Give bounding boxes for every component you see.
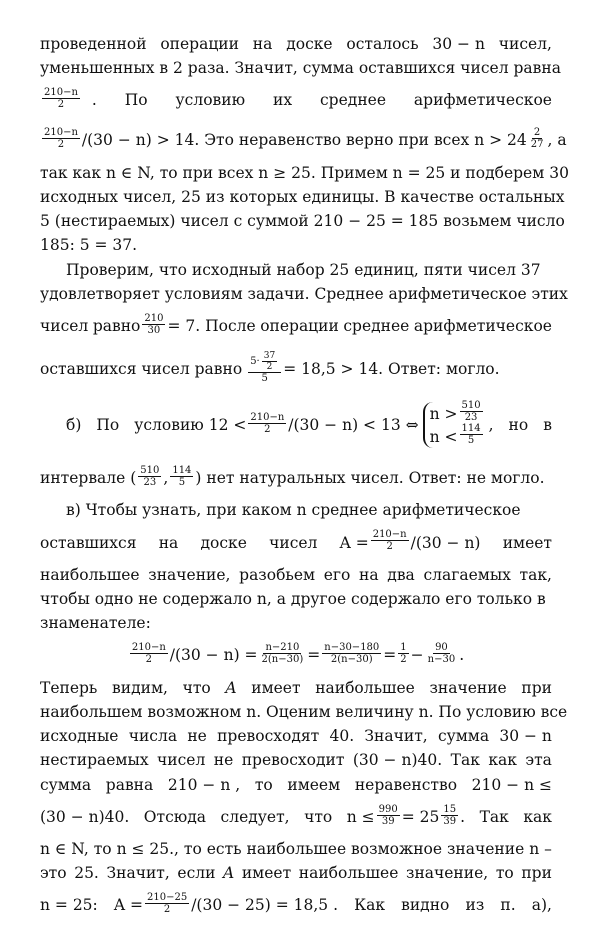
math-text: /(30 − n) < 13 ⇔ — [288, 416, 419, 435]
fraction — [377, 804, 400, 827]
math-text: /(30 − n) = — [169, 646, 258, 665]
text-line — [40, 258, 552, 282]
word: то — [495, 864, 514, 883]
text-line — [40, 306, 552, 346]
text-line — [40, 233, 552, 257]
math-text: n > — [429, 404, 458, 423]
word: при — [521, 864, 552, 883]
sentence: n ∈ N, то n ≤ 25., то есть наибольшее возможное значение n – — [40, 840, 552, 859]
text-line — [40, 611, 552, 635]
math-text: − — [410, 646, 424, 665]
math-expression: 30 − n — [432, 35, 485, 53]
denominator: 39 — [381, 815, 395, 827]
word: как — [523, 807, 552, 826]
word: чисел — [269, 533, 318, 552]
numerator: 510 — [461, 400, 481, 412]
word: Значит, — [364, 727, 428, 746]
denominator: 2 — [400, 654, 407, 666]
sentence: 5 (нестираемых) чисел с суммой 210 − 25 = 185 возьмем число — [40, 212, 565, 231]
word: арифметическое — [413, 317, 552, 336]
word: б) — [66, 416, 82, 435]
numerator: 90 — [435, 642, 448, 654]
word: на — [252, 35, 273, 53]
word: чисел — [40, 317, 89, 336]
word: сумма — [40, 775, 92, 794]
word: следует, — [220, 807, 290, 826]
numerator: 1 — [400, 642, 407, 654]
word: арифметическое — [413, 91, 552, 110]
numerator: 210−n — [131, 642, 166, 654]
word: числа — [128, 727, 178, 746]
variable: A — [225, 678, 237, 697]
word: Как — [354, 896, 386, 915]
fraction — [260, 642, 306, 665]
fraction-group — [93, 314, 256, 338]
text-line — [40, 837, 552, 861]
denominator: 2 — [145, 654, 152, 666]
fraction — [130, 642, 168, 665]
word: среднее — [320, 91, 386, 110]
fraction — [529, 127, 546, 150]
word: чисел, — [498, 35, 552, 53]
text-line — [40, 676, 552, 700]
sentence: чтобы одно не содержало n, а другое содержало его только в — [40, 589, 546, 608]
word: значение, — [148, 565, 231, 584]
text-line — [40, 861, 552, 885]
math-text: A = — [339, 533, 369, 552]
word: 25. — [74, 864, 99, 883]
denominator: 30 — [147, 324, 161, 336]
word: наибольшее — [40, 565, 140, 584]
word: разобьем — [239, 565, 316, 584]
fraction — [170, 465, 193, 488]
fraction — [262, 351, 277, 372]
denominator: 23 — [143, 476, 157, 488]
word: но — [508, 416, 529, 435]
sentence: 185: 5 = 37. — [40, 236, 138, 255]
word: значение — [429, 678, 507, 697]
word: доске — [200, 533, 247, 552]
fraction — [142, 313, 165, 336]
word: проведенной — [40, 35, 147, 53]
word: видно — [401, 896, 450, 915]
punctuation: , — [163, 469, 169, 488]
word: Отсюда — [143, 807, 207, 826]
word: не — [213, 751, 234, 770]
punctuation: , — [488, 416, 494, 435]
word: что — [182, 678, 211, 697]
punctuation: . — [460, 807, 466, 826]
math-text: = — [383, 646, 397, 665]
word: исходные — [40, 727, 119, 746]
numerator: n−210 — [265, 642, 300, 654]
word: эта — [525, 751, 552, 770]
word: на — [359, 565, 379, 584]
text-line — [40, 161, 569, 185]
word: его — [323, 565, 351, 584]
fraction — [398, 642, 408, 665]
word: По — [124, 91, 148, 110]
fraction — [138, 465, 161, 488]
word: не — [187, 727, 207, 746]
system-row — [430, 402, 485, 425]
word: то — [254, 775, 273, 794]
numerator: n−30−180 — [324, 642, 380, 654]
denominator: 5 — [178, 476, 186, 488]
display-equation — [40, 636, 552, 676]
fraction-group — [40, 88, 97, 112]
numerator: 210−n — [372, 529, 407, 541]
text-line — [40, 700, 568, 724]
numerator: 210 — [144, 312, 164, 324]
word: при — [521, 678, 552, 697]
sentence: в) Чтобы узнать, при каком n среднее арифметическое — [66, 501, 521, 520]
numerator: 210−n — [250, 411, 285, 423]
numerator: 2 — [533, 127, 541, 139]
word: Так — [479, 807, 509, 826]
text-line — [40, 209, 565, 233]
document-body — [40, 32, 569, 926]
math-expression: 30 − n — [499, 727, 552, 746]
word: имеет — [502, 533, 552, 552]
sentence: удовлетворяет условиям задачи. Среднее арифметическое этих — [40, 285, 568, 304]
denominator: 2 — [264, 423, 271, 435]
sentence: так как n ∈ N, то при всех n ≥ 25. Примем n = 25 и подберем 30 — [40, 163, 569, 182]
word: 40. — [329, 727, 355, 746]
word: равно — [92, 317, 141, 336]
text-line — [40, 392, 552, 458]
word: имеем — [287, 775, 341, 794]
text-line — [40, 346, 552, 392]
text-line — [40, 563, 552, 587]
denominator: 5 — [261, 372, 268, 384]
word: а), — [531, 896, 552, 915]
math-text: условию 12 < — [134, 416, 247, 435]
sentence: наибольшем возможном n. Оценим величину n. По условию все — [40, 702, 568, 721]
math-text: = — [307, 646, 321, 665]
formula-A — [340, 531, 481, 555]
numerator: 990 — [378, 803, 398, 815]
compound-fraction — [248, 351, 281, 384]
word: , а — [547, 131, 567, 150]
text-line — [40, 282, 568, 306]
fraction — [426, 642, 458, 665]
numerator — [248, 351, 281, 373]
inequality — [347, 805, 465, 829]
text-line — [40, 81, 552, 121]
text-line — [40, 498, 552, 522]
punctuation: . — [91, 91, 97, 110]
word: как — [488, 751, 517, 770]
numerator: 114 — [461, 423, 481, 435]
math-expression: n = 25: — [40, 896, 98, 915]
fraction — [42, 87, 80, 110]
numerator: 210−n — [44, 127, 78, 139]
denominator: 2 — [57, 139, 65, 151]
denominator: 23 — [464, 412, 478, 424]
word: оставшихся — [40, 533, 137, 552]
fraction — [371, 529, 409, 552]
text-line — [40, 121, 567, 161]
word: осталось — [346, 35, 419, 53]
inequality — [134, 402, 493, 448]
word: что — [304, 807, 333, 826]
text-line — [40, 886, 552, 926]
fraction — [145, 892, 189, 915]
math-text: = 7. После — [167, 317, 256, 336]
denominator: 27 — [530, 139, 544, 151]
denominator: 2 — [57, 99, 65, 111]
word: операции — [160, 35, 239, 53]
word: среднее — [343, 317, 410, 336]
fraction — [460, 400, 483, 423]
word: видим, — [112, 678, 168, 697]
denominator: 5 — [467, 435, 475, 447]
word: превосходит — [241, 751, 345, 770]
word: если — [177, 864, 216, 883]
denominator: 2 — [163, 904, 171, 916]
fraction — [460, 423, 483, 446]
text-line — [40, 724, 552, 748]
math-text: /(30 − n) — [410, 533, 481, 552]
word: имеет — [241, 864, 292, 883]
text-line — [40, 773, 552, 797]
fraction — [441, 804, 458, 827]
word: на — [158, 533, 179, 552]
text-line — [40, 587, 552, 611]
system-of-inequalities — [423, 402, 485, 448]
system-row — [430, 425, 485, 448]
math-text: n ≤ — [346, 807, 375, 826]
text-line — [40, 32, 552, 56]
denominator: n−30 — [427, 654, 456, 666]
sentence: Проверим, что исходный набор 25 единиц, пяти чисел 37 — [66, 260, 541, 279]
word: слагаемых — [423, 565, 511, 584]
word: операции — [260, 317, 339, 336]
fraction — [248, 412, 286, 435]
denominator: 2 — [386, 541, 393, 553]
word: равна — [105, 775, 154, 794]
word: их — [273, 91, 293, 110]
math-expression: 210 − n , — [167, 775, 241, 794]
math-text: = 18,5 > 14. Ответ: могло. — [283, 360, 500, 379]
word: имеет — [251, 678, 301, 697]
sentence: ) нет натуральных чисел. Ответ: не могло. — [195, 469, 545, 488]
word: чисел — [157, 751, 206, 770]
text-line — [40, 185, 565, 209]
numerator: 15 — [443, 803, 457, 815]
word: доске — [286, 35, 333, 53]
denominator: 2(n−30) — [261, 654, 304, 666]
punctuation: . — [459, 646, 465, 665]
word: так, — [519, 565, 552, 584]
math-text: /(30 − 25) = 18,5 . — [191, 896, 338, 915]
word: неравенство — [354, 775, 458, 794]
word: оставшихся чисел равно — [40, 360, 243, 379]
text-line — [40, 523, 552, 563]
math-expression: (30 − n)40. — [40, 807, 130, 826]
word: По — [96, 416, 120, 435]
variable: A — [223, 864, 235, 883]
text-line — [40, 797, 552, 837]
numerator: 510 — [140, 464, 160, 476]
word: значение, — [405, 864, 489, 883]
numerator: 210−25 — [146, 892, 188, 904]
formula-A — [114, 893, 338, 917]
denominator: 2(n−30) — [330, 654, 373, 666]
math-text: /(30 − n) > 14. Это неравенство верно при всех n > 24 — [81, 131, 527, 150]
numerator: 210−n — [44, 87, 78, 99]
math-expression: 210 − n ≤ — [471, 775, 552, 794]
word: сумма — [437, 727, 490, 746]
denominator: 2 — [266, 361, 273, 372]
math-text: A = — [113, 896, 143, 915]
numerator: 37 — [263, 350, 276, 361]
text-line — [40, 56, 561, 80]
word: нестираемых — [40, 751, 149, 770]
numerator: 114 — [172, 464, 192, 476]
text-line — [40, 748, 552, 772]
sentence: уменьшенных в 2 раза. Значит, сумма оставшихся чисел равна — [40, 59, 561, 78]
word: интервале ( — [40, 469, 137, 488]
word: наибольшее — [298, 864, 399, 883]
math-text: n < — [429, 427, 458, 446]
word: Так — [450, 751, 480, 770]
word: из — [465, 896, 485, 915]
denominator: 39 — [443, 815, 457, 827]
sentence: знаменателе: — [40, 614, 151, 633]
word: условию — [175, 91, 246, 110]
word: два — [387, 565, 415, 584]
word: наибольшее — [315, 678, 415, 697]
word: это — [40, 864, 67, 883]
word: в — [543, 416, 552, 435]
word: п. — [500, 896, 516, 915]
sentence: исходных чисел, 25 из которых единицы. В качестве остальных — [40, 187, 565, 206]
word: превосходят — [217, 727, 320, 746]
math-expression: (30 − n)40. — [352, 751, 443, 770]
fraction — [322, 642, 381, 665]
factor: 5· — [250, 355, 260, 367]
word: Значит, — [106, 864, 170, 883]
text-line — [40, 458, 552, 498]
math-text: = 25 — [401, 807, 440, 826]
word: Теперь — [40, 678, 98, 697]
fraction — [42, 127, 80, 150]
